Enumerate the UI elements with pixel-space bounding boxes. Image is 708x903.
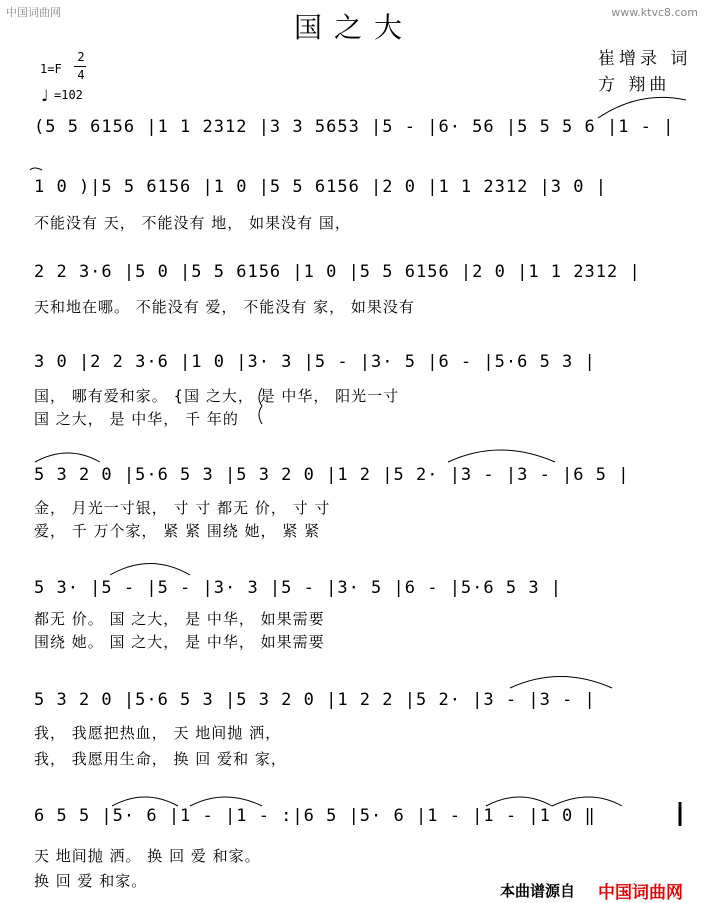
notation-row-2: 1 0 )|5 5 6156 |1 0 |5 5 6156 |2 0 |1 1 2312 |3 0 | bbox=[34, 177, 607, 197]
brace-icon bbox=[259, 388, 262, 424]
tie-arc bbox=[35, 453, 100, 462]
source-brand: 中国词曲网 bbox=[598, 883, 683, 903]
song-title: 国之大 bbox=[293, 11, 414, 44]
notation-row-3: 2 2 3·6 |5 0 |5 5 6156 |1 0 |5 5 6156 |2 0 |1 1 2312 | bbox=[34, 262, 641, 282]
tie-arc bbox=[448, 450, 555, 462]
composer-credit: 方 翔曲 bbox=[598, 75, 671, 95]
tie-arc bbox=[510, 677, 612, 689]
quarter-note-icon: ♩ bbox=[41, 86, 49, 105]
lyrics-row-7-line-2: 我， 我愿用生命， 换 回 爱和 家， bbox=[34, 750, 287, 768]
lyrics-row-3-line-1: 天和地在哪。 不能没有 爱， 不能没有 家， 如果没有 bbox=[34, 298, 415, 316]
lyrics-row-6-line-2: 围绕 她。 国 之大， 是 中华， 如果需要 bbox=[34, 633, 325, 651]
lyrics-row-5-line-2: 爱， 千 万个家， 紧 紧 围绕 她， 紧 紧 bbox=[34, 522, 321, 540]
notation-row-7: 5 3 2 0 |5·6 5 3 |5 3 2 0 |1 2 2 |5 2· |3 - |3 - | bbox=[34, 690, 596, 710]
tie-arc bbox=[598, 97, 686, 118]
tie-arc bbox=[552, 797, 622, 806]
lyrics-row-4-line-1: 国， 哪有爱和家。 {国 之大， 是 中华， 阳光一寸 bbox=[34, 387, 400, 405]
notation-row-6: 5 3· |5 - |5 - |3· 3 |5 - |3· 5 |6 - |5·6 5 3 | bbox=[34, 578, 563, 598]
notation-row-1: (5 5 6156 |1 1 2312 |3 3 5653 |5 - |6· 56 |5 5 5 6 |1 - | bbox=[34, 117, 675, 137]
key-signature: 1=F bbox=[40, 62, 62, 76]
lyrics-row-8-line-1: 天 地间抛 洒。 换 回 爱 和家。 bbox=[34, 847, 261, 865]
lyricist-credit: 崔增录 词 bbox=[598, 49, 692, 69]
notation-row-4: 3 0 |2 2 3·6 |1 0 |3· 3 |5 - |3· 5 |6 - |5·6 5 3 | bbox=[34, 352, 596, 372]
notation-row-5: 5 3 2 0 |5·6 5 3 |5 3 2 0 |1 2 |5 2· |3 - |3 - |6 5 | bbox=[34, 465, 630, 485]
time-signature-top: 2 bbox=[77, 50, 85, 64]
tie-arc bbox=[110, 564, 190, 576]
tempo-mark: =102 bbox=[54, 88, 83, 102]
notation-row-8: 6 5 5 |5· 6 |1 - |1 - :|6 5 |5· 6 |1 - |1 - |1 0 ‖ bbox=[34, 806, 596, 826]
tie-arc bbox=[190, 797, 262, 806]
lyrics-row-8-line-2: 换 回 爱 和家。 bbox=[34, 872, 148, 890]
lyrics-row-5-line-1: 金， 月光一寸银， 寸 寸 都无 价， 寸 寸 bbox=[34, 499, 331, 517]
watermark-right: www.ktvc8.com bbox=[611, 6, 698, 19]
tie-arc bbox=[112, 797, 178, 806]
lyrics-row-2-line-1: 不能没有 天， 不能没有 地， 如果没有 国， bbox=[34, 214, 351, 232]
source-label: 本曲谱源自 bbox=[500, 882, 576, 900]
lyrics-row-7-line-1: 我， 我愿把热血， 天 地间抛 洒， bbox=[34, 724, 282, 742]
watermark-left: 中国词曲网 bbox=[6, 6, 61, 19]
tie-arc bbox=[486, 797, 552, 806]
tie-arc bbox=[30, 168, 42, 170]
lyrics-row-4-line-2: 国 之大， 是 中华， 千 年的 bbox=[34, 410, 239, 428]
lyrics-row-6-line-1: 都无 价。 国 之大， 是 中华， 如果需要 bbox=[34, 610, 325, 628]
time-signature-bottom: 4 bbox=[77, 68, 85, 82]
